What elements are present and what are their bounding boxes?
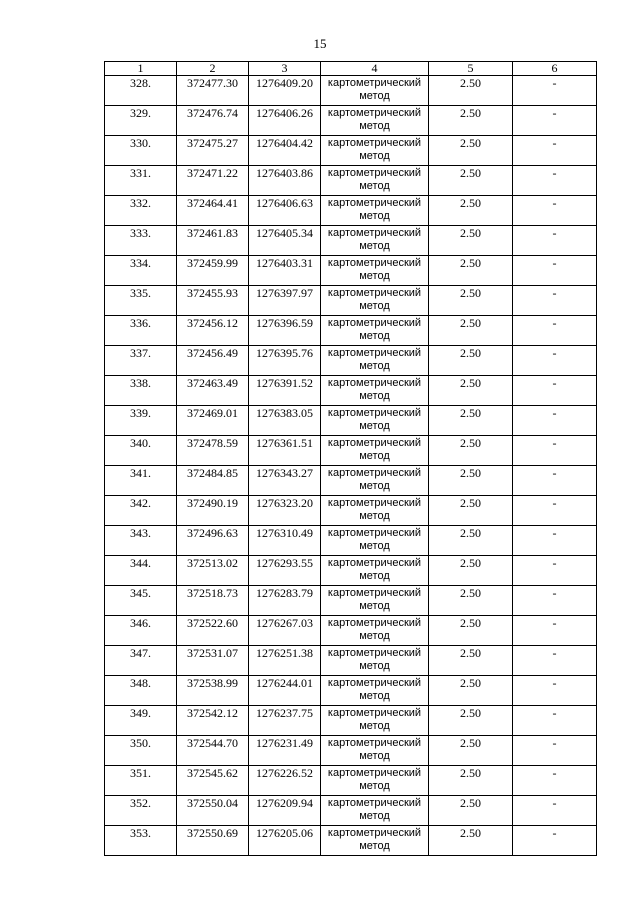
table-row: [105, 436, 597, 466]
y-coordinate-cell: 1276383.05: [249, 406, 321, 436]
table-row: [105, 646, 597, 676]
precision-cell: 2.50: [429, 586, 513, 616]
method-cell: картометрический метод: [321, 286, 429, 316]
y-coordinate-cell: 1276403.31: [249, 256, 321, 286]
precision-cell: 2.50: [429, 706, 513, 736]
method-cell: картометрический метод: [321, 826, 429, 856]
method-cell: картометрический метод: [321, 736, 429, 766]
point-number-cell: 335.: [105, 286, 177, 316]
method-cell: картометрический метод: [321, 496, 429, 526]
point-number-cell: 352.: [105, 796, 177, 826]
precision-cell: 2.50: [429, 796, 513, 826]
y-coordinate-cell: 1276283.79: [249, 586, 321, 616]
y-coordinate-cell: 1276205.06: [249, 826, 321, 856]
table-row: [105, 76, 597, 106]
method-cell: картометрический метод: [321, 766, 429, 796]
precision-cell: 2.50: [429, 76, 513, 106]
precision-cell: 2.50: [429, 736, 513, 766]
x-coordinate-cell: 372518.73: [177, 586, 249, 616]
x-coordinate-cell: 372464.41: [177, 196, 249, 226]
method-cell: картометрический метод: [321, 676, 429, 706]
method-cell: картометрический метод: [321, 406, 429, 436]
point-number-cell: 339.: [105, 406, 177, 436]
table-row: [105, 586, 597, 616]
header-col-1: 1: [105, 62, 177, 76]
precision-cell: 2.50: [429, 286, 513, 316]
table-row: [105, 316, 597, 346]
note-cell: -: [513, 736, 597, 766]
note-cell: -: [513, 556, 597, 586]
note-cell: -: [513, 586, 597, 616]
table-row: [105, 226, 597, 256]
precision-cell: 2.50: [429, 616, 513, 646]
header-col-2: 2: [177, 62, 249, 76]
point-number-cell: 353.: [105, 826, 177, 856]
note-cell: -: [513, 106, 597, 136]
x-coordinate-cell: 372550.69: [177, 826, 249, 856]
table-row: [105, 496, 597, 526]
precision-cell: 2.50: [429, 196, 513, 226]
note-cell: -: [513, 466, 597, 496]
table-row: [105, 766, 597, 796]
note-cell: -: [513, 76, 597, 106]
note-cell: -: [513, 526, 597, 556]
y-coordinate-cell: 1276404.42: [249, 136, 321, 166]
point-number-cell: 336.: [105, 316, 177, 346]
method-cell: картометрический метод: [321, 526, 429, 556]
table-row: [105, 376, 597, 406]
header-col-6: 6: [513, 62, 597, 76]
x-coordinate-cell: 372550.04: [177, 796, 249, 826]
table-row: [105, 676, 597, 706]
point-number-cell: 343.: [105, 526, 177, 556]
note-cell: -: [513, 406, 597, 436]
note-cell: -: [513, 376, 597, 406]
x-coordinate-cell: 372496.63: [177, 526, 249, 556]
note-cell: -: [513, 436, 597, 466]
method-cell: картометрический метод: [321, 76, 429, 106]
x-coordinate-cell: 372544.70: [177, 736, 249, 766]
x-coordinate-cell: 372478.59: [177, 436, 249, 466]
note-cell: -: [513, 136, 597, 166]
y-coordinate-cell: 1276409.20: [249, 76, 321, 106]
table-row: [105, 796, 597, 826]
x-coordinate-cell: 372531.07: [177, 646, 249, 676]
method-cell: картометрический метод: [321, 796, 429, 826]
header-col-4: 4: [321, 62, 429, 76]
point-number-cell: 333.: [105, 226, 177, 256]
table-row: [105, 826, 597, 856]
coordinates-table: [104, 61, 597, 856]
method-cell: картометрический метод: [321, 166, 429, 196]
note-cell: -: [513, 496, 597, 526]
note-cell: -: [513, 616, 597, 646]
x-coordinate-cell: 372542.12: [177, 706, 249, 736]
precision-cell: 2.50: [429, 646, 513, 676]
y-coordinate-cell: 1276323.20: [249, 496, 321, 526]
method-cell: картометрический метод: [321, 466, 429, 496]
y-coordinate-cell: 1276209.94: [249, 796, 321, 826]
method-cell: картометрический метод: [321, 376, 429, 406]
x-coordinate-cell: 372461.83: [177, 226, 249, 256]
header-col-3: 3: [249, 62, 321, 76]
point-number-cell: 331.: [105, 166, 177, 196]
method-cell: картометрический метод: [321, 256, 429, 286]
method-cell: картометрический метод: [321, 136, 429, 166]
x-coordinate-cell: 372475.27: [177, 136, 249, 166]
y-coordinate-cell: 1276403.86: [249, 166, 321, 196]
x-coordinate-cell: 372463.49: [177, 376, 249, 406]
y-coordinate-cell: 1276397.97: [249, 286, 321, 316]
x-coordinate-cell: 372476.74: [177, 106, 249, 136]
point-number-cell: 347.: [105, 646, 177, 676]
y-coordinate-cell: 1276343.27: [249, 466, 321, 496]
precision-cell: 2.50: [429, 496, 513, 526]
y-coordinate-cell: 1276231.49: [249, 736, 321, 766]
table-row: [105, 286, 597, 316]
x-coordinate-cell: 372459.99: [177, 256, 249, 286]
table-row: [105, 346, 597, 376]
note-cell: -: [513, 316, 597, 346]
y-coordinate-cell: 1276406.63: [249, 196, 321, 226]
x-coordinate-cell: 372477.30: [177, 76, 249, 106]
note-cell: -: [513, 256, 597, 286]
y-coordinate-cell: 1276251.38: [249, 646, 321, 676]
precision-cell: 2.50: [429, 826, 513, 856]
table-row: [105, 526, 597, 556]
y-coordinate-cell: 1276396.59: [249, 316, 321, 346]
x-coordinate-cell: 372513.02: [177, 556, 249, 586]
table-row: [105, 406, 597, 436]
y-coordinate-cell: 1276267.03: [249, 616, 321, 646]
point-number-cell: 328.: [105, 76, 177, 106]
point-number-cell: 348.: [105, 676, 177, 706]
x-coordinate-cell: 372490.19: [177, 496, 249, 526]
y-coordinate-cell: 1276391.52: [249, 376, 321, 406]
note-cell: -: [513, 196, 597, 226]
note-cell: -: [513, 826, 597, 856]
method-cell: картометрический метод: [321, 226, 429, 256]
y-coordinate-cell: 1276293.55: [249, 556, 321, 586]
precision-cell: 2.50: [429, 466, 513, 496]
note-cell: -: [513, 646, 597, 676]
table-header-row: [105, 62, 597, 76]
note-cell: -: [513, 166, 597, 196]
note-cell: -: [513, 796, 597, 826]
x-coordinate-cell: 372522.60: [177, 616, 249, 646]
method-cell: картометрический метод: [321, 556, 429, 586]
x-coordinate-cell: 372456.49: [177, 346, 249, 376]
method-cell: картометрический метод: [321, 706, 429, 736]
table-row: [105, 256, 597, 286]
method-cell: картометрический метод: [321, 616, 429, 646]
table-row: [105, 166, 597, 196]
table-row: [105, 556, 597, 586]
page-number: 15: [313, 36, 327, 51]
point-number-cell: 346.: [105, 616, 177, 646]
x-coordinate-cell: 372545.62: [177, 766, 249, 796]
point-number-cell: 340.: [105, 436, 177, 466]
table-row: [105, 196, 597, 226]
point-number-cell: 344.: [105, 556, 177, 586]
method-cell: картометрический метод: [321, 436, 429, 466]
method-cell: картометрический метод: [321, 106, 429, 136]
note-cell: -: [513, 706, 597, 736]
point-number-cell: 338.: [105, 376, 177, 406]
point-number-cell: 334.: [105, 256, 177, 286]
precision-cell: 2.50: [429, 226, 513, 256]
x-coordinate-cell: 372456.12: [177, 316, 249, 346]
precision-cell: 2.50: [429, 406, 513, 436]
x-coordinate-cell: 372471.22: [177, 166, 249, 196]
y-coordinate-cell: 1276405.34: [249, 226, 321, 256]
x-coordinate-cell: 372455.93: [177, 286, 249, 316]
point-number-cell: 329.: [105, 106, 177, 136]
x-coordinate-cell: 372484.85: [177, 466, 249, 496]
precision-cell: 2.50: [429, 136, 513, 166]
note-cell: -: [513, 346, 597, 376]
note-cell: -: [513, 286, 597, 316]
method-cell: картометрический метод: [321, 316, 429, 346]
y-coordinate-cell: 1276244.01: [249, 676, 321, 706]
table-row: [105, 106, 597, 136]
point-number-cell: 332.: [105, 196, 177, 226]
precision-cell: 2.50: [429, 256, 513, 286]
table-body: [105, 76, 597, 856]
precision-cell: 2.50: [429, 166, 513, 196]
precision-cell: 2.50: [429, 316, 513, 346]
point-number-cell: 330.: [105, 136, 177, 166]
table-row: [105, 136, 597, 166]
point-number-cell: 349.: [105, 706, 177, 736]
y-coordinate-cell: 1276406.26: [249, 106, 321, 136]
precision-cell: 2.50: [429, 346, 513, 376]
note-cell: -: [513, 226, 597, 256]
table-row: [105, 616, 597, 646]
method-cell: картометрический метод: [321, 646, 429, 676]
method-cell: картометрический метод: [321, 196, 429, 226]
header-col-5: 5: [429, 62, 513, 76]
precision-cell: 2.50: [429, 436, 513, 466]
precision-cell: 2.50: [429, 676, 513, 706]
precision-cell: 2.50: [429, 376, 513, 406]
y-coordinate-cell: 1276310.49: [249, 526, 321, 556]
x-coordinate-cell: 372469.01: [177, 406, 249, 436]
table-row: [105, 736, 597, 766]
precision-cell: 2.50: [429, 766, 513, 796]
point-number-cell: 345.: [105, 586, 177, 616]
point-number-cell: 351.: [105, 766, 177, 796]
method-cell: картометрический метод: [321, 346, 429, 376]
precision-cell: 2.50: [429, 106, 513, 136]
precision-cell: 2.50: [429, 526, 513, 556]
y-coordinate-cell: 1276395.76: [249, 346, 321, 376]
point-number-cell: 341.: [105, 466, 177, 496]
table-row: [105, 466, 597, 496]
method-cell: картометрический метод: [321, 586, 429, 616]
point-number-cell: 342.: [105, 496, 177, 526]
table-row: [105, 706, 597, 736]
y-coordinate-cell: 1276237.75: [249, 706, 321, 736]
x-coordinate-cell: 372538.99: [177, 676, 249, 706]
point-number-cell: 337.: [105, 346, 177, 376]
y-coordinate-cell: 1276361.51: [249, 436, 321, 466]
point-number-cell: 350.: [105, 736, 177, 766]
note-cell: -: [513, 766, 597, 796]
y-coordinate-cell: 1276226.52: [249, 766, 321, 796]
note-cell: -: [513, 676, 597, 706]
precision-cell: 2.50: [429, 556, 513, 586]
